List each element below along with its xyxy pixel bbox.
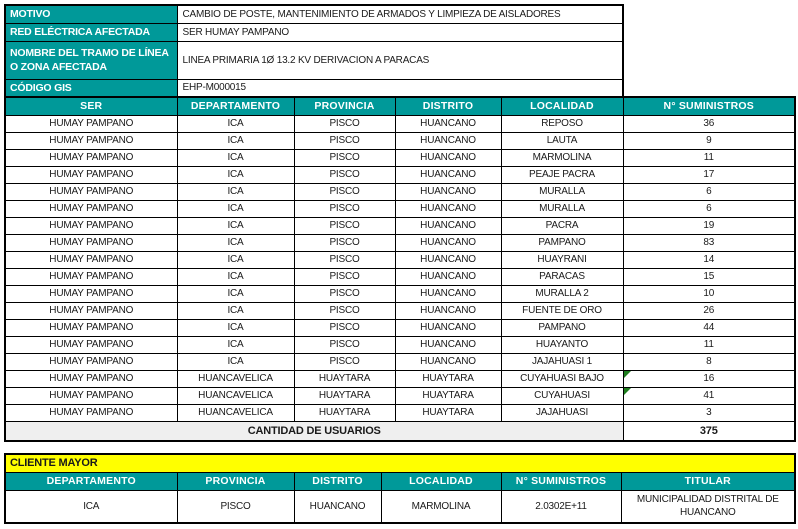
cell-ser[interactable]: HUMAY PAMPANO xyxy=(5,149,177,166)
cell-ser[interactable]: HUMAY PAMPANO xyxy=(5,319,177,336)
cell-provincia[interactable]: PISCO xyxy=(294,302,395,319)
info-row-tramo-linea xyxy=(5,41,623,79)
cell-ser[interactable]: HUMAY PAMPANO xyxy=(5,404,177,421)
cell-provincia[interactable]: PISCO xyxy=(294,149,395,166)
cell-departamento[interactable]: ICA xyxy=(177,183,294,200)
cell-provincia[interactable]: PISCO xyxy=(294,183,395,200)
info-label-tramo-linea[interactable]: NOMBRE DEL TRAMO DE LÍNEA O ZONA AFECTADA xyxy=(5,41,177,79)
cell-localidad[interactable]: PACRA xyxy=(501,217,623,234)
cell-suministros[interactable]: 26 xyxy=(623,302,795,319)
cell-distrito[interactable]: HUANCANO xyxy=(395,353,501,370)
cell-localidad[interactable]: JAJAHUASI xyxy=(501,404,623,421)
table-row xyxy=(5,217,795,234)
cell-suministros[interactable]: 6 xyxy=(623,200,795,217)
cliente-mayor-banner-row xyxy=(5,454,795,472)
cell-suministros[interactable]: 41 xyxy=(623,387,795,404)
cell-suministros[interactable]: 19 xyxy=(623,217,795,234)
cell-localidad[interactable]: CUYAHUASI xyxy=(501,387,623,404)
cell-suministros[interactable]: 6 xyxy=(623,183,795,200)
cell-provincia[interactable]: HUAYTARA xyxy=(294,370,395,387)
cell-localidad[interactable]: LAUTA xyxy=(501,132,623,149)
cell-localidad[interactable]: FUENTE DE ORO xyxy=(501,302,623,319)
cell-localidad[interactable]: MURALLA xyxy=(501,200,623,217)
cell-distrito[interactable]: HUANCANO xyxy=(395,132,501,149)
cell-distrito[interactable]: HUANCANO xyxy=(395,336,501,353)
cell-distrito[interactable]: HUANCANO xyxy=(395,149,501,166)
column-header[interactable]: PROVINCIA xyxy=(177,472,294,490)
info-label-red-electrica[interactable]: RED ELÉCTRICA AFECTADA xyxy=(5,23,177,41)
info-value-motivo[interactable]: CAMBIO DE POSTE, MANTENIMIENTO DE ARMADOS Y LIMPIEZA DE AISLADORES xyxy=(177,5,623,23)
cell-departamento[interactable]: HUANCAVELICA xyxy=(177,370,294,387)
cell-suministros[interactable]: 10 xyxy=(623,285,795,302)
cell-suministros[interactable]: 83 xyxy=(623,234,795,251)
table-row xyxy=(5,132,795,149)
info-block xyxy=(4,4,624,98)
cliente-mayor-table xyxy=(4,453,796,524)
cell-localidad[interactable]: CUYAHUASI BAJO xyxy=(501,370,623,387)
cell-departamento[interactable]: ICA xyxy=(177,268,294,285)
cm-cell-localidad[interactable]: MARMOLINA xyxy=(381,490,501,523)
info-value-tramo-linea[interactable]: LINEA PRIMARIA 1Ø 13.2 KV DERIVACION A PARACAS xyxy=(177,41,623,79)
cell-departamento[interactable]: ICA xyxy=(177,353,294,370)
supplies-table xyxy=(4,96,796,442)
cell-distrito[interactable]: HUAYTARA xyxy=(395,370,501,387)
cell-provincia[interactable]: HUAYTARA xyxy=(294,387,395,404)
cell-suministros[interactable]: 9 xyxy=(623,132,795,149)
table-row xyxy=(5,353,795,370)
table-row xyxy=(5,183,795,200)
table-row xyxy=(5,234,795,251)
cell-distrito[interactable]: HUANCANO xyxy=(395,217,501,234)
cliente-mayor-data-row xyxy=(5,490,795,523)
cliente-mayor-title[interactable]: CLIENTE MAYOR xyxy=(5,454,795,472)
cell-localidad[interactable]: MURALLA xyxy=(501,183,623,200)
cell-provincia[interactable]: PISCO xyxy=(294,200,395,217)
cm-cell-departamento[interactable]: ICA xyxy=(5,490,177,523)
cell-departamento[interactable]: ICA xyxy=(177,217,294,234)
cell-localidad[interactable]: HUAYRANI xyxy=(501,251,623,268)
cell-ser[interactable]: HUMAY PAMPANO xyxy=(5,132,177,149)
cell-departamento[interactable]: HUANCAVELICA xyxy=(177,387,294,404)
total-users-value[interactable]: 375 xyxy=(623,421,795,441)
cell-suministros[interactable]: 14 xyxy=(623,251,795,268)
info-label-motivo[interactable]: MOTIVO xyxy=(5,5,177,23)
total-row xyxy=(5,421,795,441)
column-header[interactable]: DISTRITO xyxy=(395,97,501,115)
column-header[interactable]: LOCALIDAD xyxy=(501,97,623,115)
cm-cell-titular[interactable]: MUNICIPALIDAD DISTRITAL DE HUANCANO xyxy=(621,490,795,523)
table-row xyxy=(5,166,795,183)
cell-distrito[interactable]: HUANCANO xyxy=(395,183,501,200)
table-row xyxy=(5,302,795,319)
cell-ser[interactable]: HUMAY PAMPANO xyxy=(5,370,177,387)
cell-provincia[interactable]: PISCO xyxy=(294,166,395,183)
cell-ser[interactable]: HUMAY PAMPANO xyxy=(5,217,177,234)
supplies-table-body xyxy=(5,115,795,421)
cell-localidad[interactable]: HUAYANTO xyxy=(501,336,623,353)
table-row xyxy=(5,149,795,166)
cell-distrito[interactable]: HUANCANO xyxy=(395,200,501,217)
cell-provincia[interactable]: HUAYTARA xyxy=(294,404,395,421)
cell-suministros[interactable]: 11 xyxy=(623,336,795,353)
cell-ser[interactable]: HUMAY PAMPANO xyxy=(5,183,177,200)
cell-ser[interactable]: HUMAY PAMPANO xyxy=(5,251,177,268)
info-row-codigo-gis xyxy=(5,79,623,97)
cm-cell-distrito[interactable]: HUANCANO xyxy=(294,490,381,523)
cell-distrito[interactable]: HUANCANO xyxy=(395,302,501,319)
cell-suministros[interactable]: 15 xyxy=(623,268,795,285)
cell-provincia[interactable]: PISCO xyxy=(294,251,395,268)
cell-ser[interactable]: HUMAY PAMPANO xyxy=(5,200,177,217)
cell-localidad[interactable]: PARACAS xyxy=(501,268,623,285)
table-row xyxy=(5,404,795,421)
cell-departamento[interactable]: ICA xyxy=(177,302,294,319)
cell-departamento[interactable]: ICA xyxy=(177,319,294,336)
column-header[interactable]: PROVINCIA xyxy=(294,97,395,115)
cell-provincia[interactable]: PISCO xyxy=(294,319,395,336)
cell-departamento[interactable]: ICA xyxy=(177,285,294,302)
cell-localidad[interactable]: PEAJE PACRA xyxy=(501,166,623,183)
cell-distrito[interactable]: HUAYTARA xyxy=(395,404,501,421)
cell-distrito[interactable]: HUANCANO xyxy=(395,166,501,183)
cell-localidad[interactable]: PAMPANO xyxy=(501,319,623,336)
error-indicator-triangle-icon xyxy=(624,371,631,378)
cell-suministros[interactable]: 17 xyxy=(623,166,795,183)
cell-distrito[interactable]: HUANCANO xyxy=(395,285,501,302)
total-users-label[interactable]: CANTIDAD DE USUARIOS xyxy=(5,421,623,441)
cell-ser[interactable]: HUMAY PAMPANO xyxy=(5,285,177,302)
cliente-mayor-header-row xyxy=(5,472,795,490)
cell-provincia[interactable]: PISCO xyxy=(294,285,395,302)
cell-departamento[interactable]: HUANCAVELICA xyxy=(177,404,294,421)
cell-distrito[interactable]: HUANCANO xyxy=(395,234,501,251)
cell-ser[interactable]: HUMAY PAMPANO xyxy=(5,302,177,319)
table-row xyxy=(5,268,795,285)
cell-distrito[interactable]: HUANCANO xyxy=(395,115,501,132)
cell-departamento[interactable]: ICA xyxy=(177,166,294,183)
info-row-red-electrica xyxy=(5,23,623,41)
info-label-codigo-gis[interactable]: CÓDIGO GIS xyxy=(5,79,177,97)
cell-localidad[interactable]: JAJAHUASI 1 xyxy=(501,353,623,370)
info-value-red-electrica[interactable]: SER HUMAY PAMPANO xyxy=(177,23,623,41)
cell-suministros[interactable]: 36 xyxy=(623,115,795,132)
cell-ser[interactable]: HUMAY PAMPANO xyxy=(5,268,177,285)
cell-distrito[interactable]: HUAYTARA xyxy=(395,387,501,404)
cell-localidad[interactable]: MURALLA 2 xyxy=(501,285,623,302)
cell-suministros[interactable]: 11 xyxy=(623,149,795,166)
column-header[interactable]: N° SUMINISTROS xyxy=(623,97,795,115)
cell-ser[interactable]: HUMAY PAMPANO xyxy=(5,234,177,251)
cell-distrito[interactable]: HUANCANO xyxy=(395,319,501,336)
column-header[interactable]: TITULAR xyxy=(621,472,795,490)
cell-ser[interactable]: HUMAY PAMPANO xyxy=(5,115,177,132)
column-header[interactable]: N° SUMINISTROS xyxy=(501,472,621,490)
cell-departamento[interactable]: ICA xyxy=(177,200,294,217)
column-header[interactable]: DEPARTAMENTO xyxy=(177,97,294,115)
cell-provincia[interactable]: PISCO xyxy=(294,115,395,132)
column-header[interactable]: LOCALIDAD xyxy=(381,472,501,490)
cm-cell-suministros[interactable]: 2.0302E+11 xyxy=(501,490,621,523)
table-row xyxy=(5,200,795,217)
cell-provincia[interactable]: PISCO xyxy=(294,336,395,353)
cell-ser[interactable]: HUMAY PAMPANO xyxy=(5,353,177,370)
error-indicator-triangle-icon xyxy=(624,388,631,395)
cell-suministros[interactable]: 3 xyxy=(623,404,795,421)
cell-provincia[interactable]: PISCO xyxy=(294,234,395,251)
cell-provincia[interactable]: PISCO xyxy=(294,132,395,149)
cell-departamento[interactable]: ICA xyxy=(177,336,294,353)
cell-ser[interactable]: HUMAY PAMPANO xyxy=(5,166,177,183)
table-row xyxy=(5,370,795,387)
table-row xyxy=(5,285,795,302)
table-row xyxy=(5,336,795,353)
column-header[interactable]: DISTRITO xyxy=(294,472,381,490)
cell-departamento[interactable]: ICA xyxy=(177,251,294,268)
cell-provincia[interactable]: PISCO xyxy=(294,268,395,285)
column-header[interactable]: DEPARTAMENTO xyxy=(5,472,177,490)
cell-departamento[interactable]: ICA xyxy=(177,115,294,132)
cell-distrito[interactable]: HUANCANO xyxy=(395,268,501,285)
cell-provincia[interactable]: PISCO xyxy=(294,353,395,370)
cell-departamento[interactable]: ICA xyxy=(177,132,294,149)
cell-localidad[interactable]: MARMOLINA xyxy=(501,149,623,166)
cell-provincia[interactable]: PISCO xyxy=(294,217,395,234)
table-row xyxy=(5,251,795,268)
cell-suministros[interactable]: 8 xyxy=(623,353,795,370)
supplies-header-row xyxy=(5,97,795,115)
cell-distrito[interactable]: HUANCANO xyxy=(395,251,501,268)
column-header[interactable]: SER xyxy=(5,97,177,115)
info-row-motivo xyxy=(5,5,623,23)
info-value-codigo-gis[interactable]: EHP-M000015 xyxy=(177,79,623,97)
table-row xyxy=(5,319,795,336)
cell-suministros[interactable]: 44 xyxy=(623,319,795,336)
cell-departamento[interactable]: ICA xyxy=(177,149,294,166)
cell-suministros[interactable]: 16 xyxy=(623,370,795,387)
cell-departamento[interactable]: ICA xyxy=(177,234,294,251)
cell-ser[interactable]: HUMAY PAMPANO xyxy=(5,387,177,404)
table-row xyxy=(5,115,795,132)
cell-ser[interactable]: HUMAY PAMPANO xyxy=(5,336,177,353)
cell-localidad[interactable]: PAMPANO xyxy=(501,234,623,251)
cm-cell-provincia[interactable]: PISCO xyxy=(177,490,294,523)
table-row xyxy=(5,387,795,404)
cell-localidad[interactable]: REPOSO xyxy=(501,115,623,132)
